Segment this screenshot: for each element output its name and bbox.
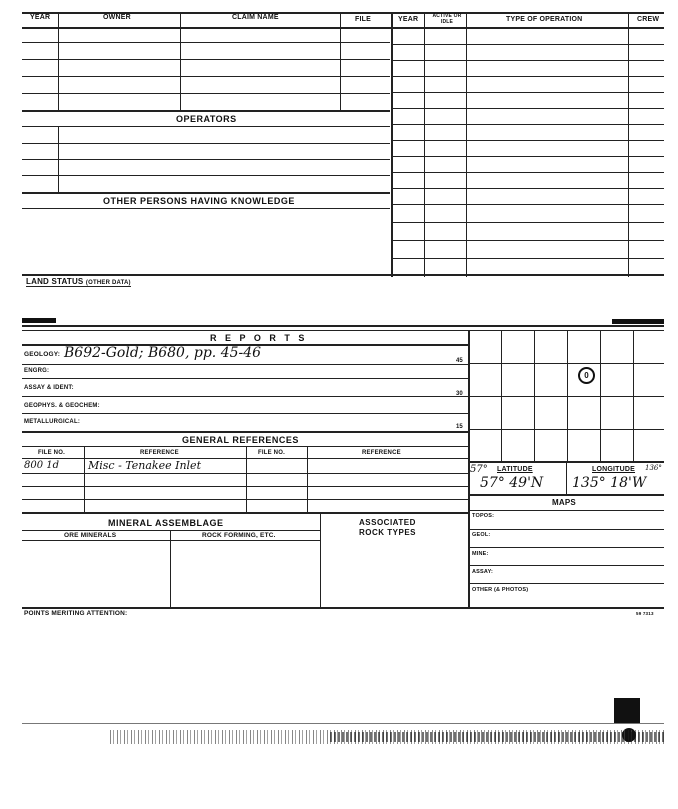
rule bbox=[22, 499, 468, 500]
rule bbox=[392, 172, 664, 173]
reports-title: R E P O R T S bbox=[210, 333, 308, 343]
rule bbox=[392, 92, 664, 93]
scan-mark-right bbox=[612, 319, 664, 324]
rule bbox=[22, 110, 390, 112]
rule bbox=[22, 159, 390, 160]
longitude-value: 135° 18'W bbox=[572, 475, 647, 491]
assay-label: ASSAY & IDENT: bbox=[24, 385, 74, 391]
rule bbox=[22, 93, 390, 94]
rule bbox=[22, 42, 390, 43]
rock-types-header: ROCK TYPES bbox=[359, 528, 417, 537]
rule bbox=[392, 188, 664, 189]
rule bbox=[392, 60, 664, 61]
ref-reference-header-2: REFERENCE bbox=[362, 450, 401, 456]
maps-title: MAPS bbox=[552, 498, 576, 507]
grid-location-marker bbox=[578, 367, 595, 384]
land-status-label bbox=[26, 277, 131, 287]
rule bbox=[469, 510, 664, 511]
rule bbox=[392, 124, 664, 125]
maps-mine: MINE: bbox=[472, 551, 489, 557]
rule bbox=[22, 512, 468, 514]
rule bbox=[22, 192, 390, 194]
rule bbox=[22, 325, 664, 327]
col-line bbox=[246, 446, 247, 512]
lon-suffix: 136° bbox=[645, 464, 662, 472]
ore-minerals-header: ORE MINERALS bbox=[64, 532, 117, 539]
rule bbox=[22, 208, 390, 209]
main-divider bbox=[391, 12, 393, 277]
ref-file-no-header-2: FILE NO. bbox=[258, 450, 285, 456]
col-line bbox=[170, 530, 171, 608]
rule bbox=[22, 175, 390, 176]
ref-row1-file: 800 1d bbox=[24, 460, 60, 471]
rule bbox=[392, 44, 664, 45]
rule bbox=[392, 204, 664, 205]
header-owner: OWNER bbox=[103, 14, 131, 21]
header-year-2: YEAR bbox=[398, 16, 419, 23]
col-line bbox=[466, 12, 467, 277]
latitude-value: 57° 49'N bbox=[480, 475, 544, 491]
col-line bbox=[320, 512, 321, 608]
general-references-title: GENERAL REFERENCES bbox=[182, 435, 299, 445]
rule bbox=[469, 583, 664, 584]
col-line bbox=[424, 12, 425, 277]
scan-artifact-square bbox=[614, 698, 640, 724]
scan-noise-band-2 bbox=[330, 732, 664, 742]
metallurgical-label: METALLURGICAL: bbox=[24, 419, 81, 425]
header-file: FILE bbox=[355, 16, 371, 23]
maps-topos: TOPOS: bbox=[472, 513, 495, 519]
col-line bbox=[628, 12, 629, 277]
header-active-or-idle: ACTIVE OR IDLE bbox=[432, 13, 462, 25]
rule bbox=[22, 59, 390, 60]
engrg-label: ENGRG: bbox=[24, 368, 50, 374]
land-status-title: LAND STATUS bbox=[26, 277, 84, 286]
ref-file-no-header: FILE NO. bbox=[38, 450, 65, 456]
ref-row1-reference: Misc - Tenakee Inlet bbox=[88, 459, 201, 472]
scan-line bbox=[22, 723, 664, 724]
associated-header: ASSOCIATED bbox=[359, 518, 416, 527]
geology-label: GEOLOGY: bbox=[24, 351, 61, 358]
rule bbox=[22, 530, 320, 531]
col-line bbox=[340, 12, 341, 110]
header-type-of-operation: TYPE OF OPERATION bbox=[506, 16, 583, 23]
latitude-label: LATITUDE bbox=[497, 466, 533, 473]
longitude-label: LONGITUDE bbox=[592, 466, 636, 473]
rule bbox=[469, 547, 664, 548]
maps-assay: ASSAY: bbox=[472, 569, 494, 575]
geophys-label: GEOPHYS. & GEOCHEM: bbox=[24, 403, 100, 409]
col-line bbox=[307, 446, 308, 512]
rule bbox=[22, 378, 468, 379]
land-status-sub: (OTHER DATA) bbox=[85, 280, 131, 286]
rule bbox=[22, 274, 664, 276]
rule bbox=[22, 413, 468, 414]
rule bbox=[22, 431, 468, 433]
rock-forming-header: ROCK FORMING, ETC. bbox=[202, 532, 276, 539]
rule bbox=[392, 258, 664, 259]
header-claim-name: CLAIM NAME bbox=[232, 14, 279, 21]
rule bbox=[22, 473, 468, 474]
operators-heading: OPERATORS bbox=[176, 114, 237, 124]
points-meriting-label: POINTS MERITING ATTENTION: bbox=[24, 610, 128, 617]
mineral-assemblage-title: MINERAL ASSEMBLAGE bbox=[108, 518, 224, 528]
rule bbox=[392, 240, 664, 241]
reports-num-15: 15 bbox=[456, 424, 463, 430]
rule bbox=[22, 540, 320, 541]
ref-reference-header: REFERENCE bbox=[140, 450, 179, 456]
header-crew: CREW bbox=[637, 16, 660, 23]
rule bbox=[392, 222, 664, 223]
col-line bbox=[566, 462, 567, 494]
rule bbox=[22, 446, 468, 447]
form-number: 59 7313 bbox=[636, 611, 654, 616]
header-underline bbox=[22, 27, 664, 29]
rule bbox=[392, 76, 664, 77]
rule bbox=[392, 156, 664, 157]
maps-other: OTHER (& PHOTOS) bbox=[472, 587, 529, 593]
rule bbox=[22, 126, 390, 127]
rule bbox=[22, 396, 468, 397]
grid-marker-label: 0 bbox=[584, 371, 589, 380]
rule bbox=[22, 364, 468, 365]
reports-num-30: 30 bbox=[456, 391, 463, 397]
header-year: YEAR bbox=[30, 14, 51, 21]
scan-mark-left bbox=[22, 318, 56, 323]
rule bbox=[469, 565, 664, 566]
rule bbox=[469, 529, 664, 530]
col-line bbox=[84, 446, 85, 512]
grid-line bbox=[469, 429, 664, 430]
col-line bbox=[180, 12, 181, 110]
rule bbox=[392, 140, 664, 141]
col-line bbox=[58, 126, 59, 192]
geology-value: B692-Gold; B680, pp. 45-46 bbox=[64, 345, 262, 361]
rule bbox=[469, 494, 664, 496]
rule bbox=[22, 486, 468, 487]
col-line bbox=[58, 12, 59, 110]
rule bbox=[22, 143, 390, 144]
grid-line bbox=[469, 363, 664, 364]
lat-prefix: 57° bbox=[470, 464, 488, 475]
rule bbox=[392, 108, 664, 109]
maps-geol: GEOL: bbox=[472, 532, 491, 538]
other-persons-heading: OTHER PERSONS HAVING KNOWLEDGE bbox=[103, 196, 295, 206]
reports-num-45: 45 bbox=[456, 358, 463, 364]
rule bbox=[22, 607, 664, 609]
grid-line bbox=[469, 396, 664, 397]
rule bbox=[22, 76, 390, 77]
